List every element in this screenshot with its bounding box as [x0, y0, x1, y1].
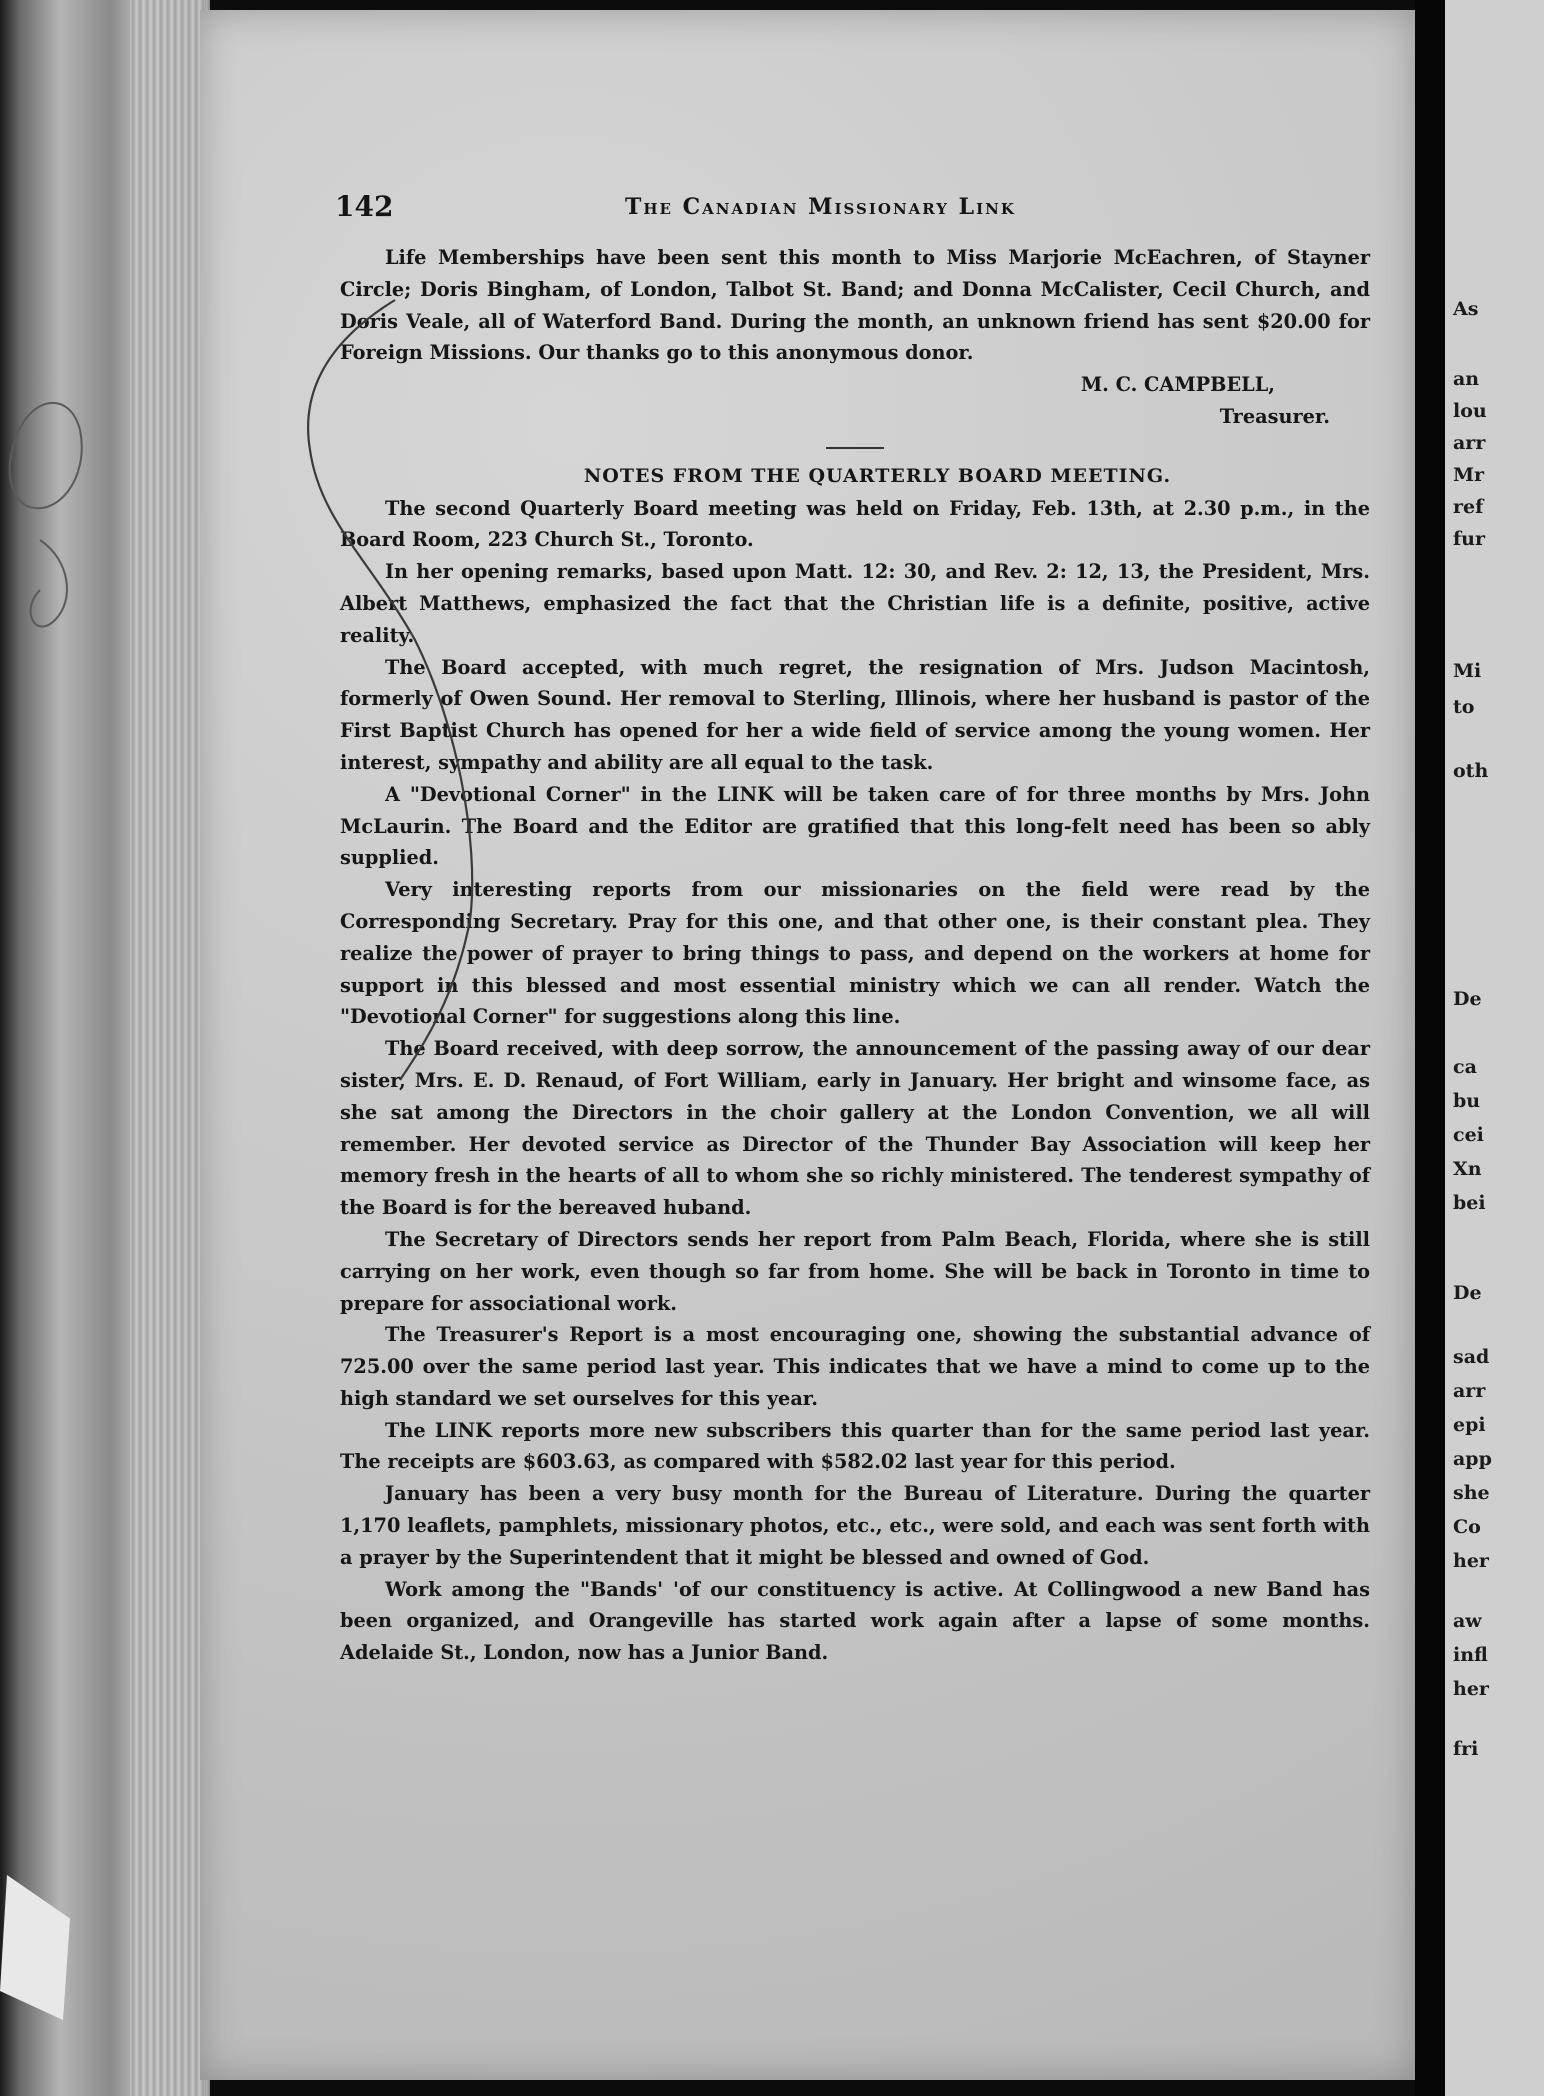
paragraph: The second Quarterly Board meeting was held on Friday, Feb. 13th, at 2.30 p.m., in the Board Room, 223 Church St., Toronto. — [340, 496, 1370, 552]
paragraph: Very interesting reports from our missionaries on the field were read by the Corresponding Secretary. Pray for this one, and that other one, is their constant plea. They realize the power of prayer to bring things to pass, and depend on the workers at home for support in this blessed and most essential ministry which we can all render. Watch the "Devotional Corner" for suggestions along this line. — [340, 878, 1370, 1029]
adjacent-fragment: lou — [1453, 400, 1487, 422]
adjacent-fragment: bu — [1453, 1090, 1481, 1112]
adjacent-fragment: Co — [1453, 1516, 1481, 1538]
page-number: 142 — [335, 190, 394, 223]
opening-paragraph: Life Memberships have been sent this month to Miss Marjorie McEachren, of Stayner Circle; Doris Bingham, of London, Talbot St. Band; and Donna McCalister, Cecil Church, and Doris Veale, all of Waterford Band. During the month, an unknown friend has sent $20.00 for Foreign Missions. Our thanks go to this anonymous donor. — [340, 246, 1370, 365]
adjacent-fragment: epi — [1453, 1414, 1486, 1436]
running-head — [335, 190, 1385, 230]
section-heading: NOTES FROM THE QUARTERLY BOARD MEETING. — [583, 464, 1172, 487]
adjacent-page — [1445, 0, 1544, 2096]
adjacent-fragment: Mi — [1453, 660, 1482, 682]
adjacent-fragment: fur — [1453, 528, 1485, 550]
adjacent-fragment: arr — [1453, 1380, 1486, 1402]
adjacent-fragment: Mr — [1453, 464, 1485, 486]
journal-title: The Canadian Missionary Link — [625, 194, 1016, 220]
paragraph: Work among the "Bands' 'of our constituency is active. At Collingwood a new Band has been organized, and Orangeville has started work again after a lapse of some months. Adelaide St., London, now has a Junior Band. — [340, 1577, 1370, 1665]
adjacent-fragment: arr — [1453, 432, 1486, 454]
signature-title: Treasurer. — [1219, 404, 1330, 428]
adjacent-fragment: bei — [1453, 1192, 1486, 1214]
signature-name: M. C. CAMPBELL, — [1080, 373, 1275, 397]
adjacent-fragment: infl — [1453, 1644, 1488, 1666]
adjacent-fragment: Xn — [1453, 1158, 1482, 1180]
adjacent-fragment: aw — [1453, 1610, 1482, 1632]
section-divider — [826, 447, 884, 449]
adjacent-fragment: De — [1453, 988, 1482, 1010]
adjacent-fragment: cei — [1453, 1124, 1484, 1146]
adjacent-fragment: an — [1453, 368, 1480, 390]
paragraph: The LINK reports more new subscribers this quarter than for the same period last year. The receipts are $603.63, as compared with $582.02 last year for this period. — [340, 1418, 1370, 1474]
adjacent-fragment: As — [1453, 298, 1479, 320]
paragraph: In her opening remarks, based upon Matt. 12: 30, and Rev. 2: 12, 13, the President, Mrs. Albert Matthews, emphasized the fact that the Christian life is a definite, positive, active reality. — [340, 560, 1370, 647]
paragraph: The Treasurer's Report is a most encouraging one, showing the substantial advance of 725.00 over the same period last year. This indicates that we have a mind to come up to the high standard we set ourselves for this year. — [340, 1323, 1370, 1410]
adjacent-fragment: ref — [1453, 496, 1484, 518]
adjacent-fragment: De — [1453, 1282, 1482, 1304]
adjacent-fragment: she — [1453, 1482, 1490, 1504]
paragraph: January has been a very busy month for the Bureau of Literature. During the quarter 1,170 leaflets, pamphlets, missionary photos, etc., etc., were sold, and each was sent forth with a prayer by the Superintendent that it might be blessed and owned of God. — [340, 1482, 1370, 1569]
adjacent-fragment: sad — [1453, 1346, 1490, 1368]
adjacent-fragment: fri — [1453, 1738, 1479, 1760]
paragraph: A "Devotional Corner" in the LINK will be taken care of for three months by Mrs. John McLaurin. The Board and the Editor are gratified that this long-felt need has been so ably supplied. — [340, 782, 1370, 870]
paragraph: The Board received, with deep sorrow, the announcement of the passing away of our dear sister, Mrs. E. D. Renaud, of Fort William, early in January. Her bright and winsome face, as she sat among the Directors in the choir gallery at the London Convention, we all will remember. Her devoted service as Director of the Thunder Bay Association will keep her memory fresh in the hearts of all to whom she so richly ministered. The tenderest sympathy of the Board is for the bereaved huband. — [340, 1037, 1370, 1220]
page-edges — [130, 0, 210, 2096]
adjacent-fragment: her — [1453, 1678, 1489, 1700]
adjacent-fragment: her — [1453, 1550, 1489, 1572]
adjacent-fragment: to — [1453, 696, 1475, 718]
paragraph: The Board accepted, with much regret, the resignation of Mrs. Judson Macintosh, formerly of Owen Sound. Her removal to Sterling, Illinois, where her husband is pastor of the First Baptist Church has opened for her a wide field of service among the young women. Her interest, sympathy and ability are all equal to the task. — [340, 655, 1370, 774]
adjacent-fragment: app — [1453, 1448, 1492, 1470]
article-body — [340, 242, 1370, 1669]
paragraph: The Secretary of Directors sends her report from Palm Beach, Florida, where she is still carrying on her work, even though so far from home. She will be back in Toronto in time to prepare for associational work. — [340, 1227, 1370, 1315]
adjacent-fragment: ca — [1453, 1056, 1477, 1078]
adjacent-fragment: oth — [1453, 760, 1489, 782]
book-gutter — [1415, 0, 1445, 2096]
